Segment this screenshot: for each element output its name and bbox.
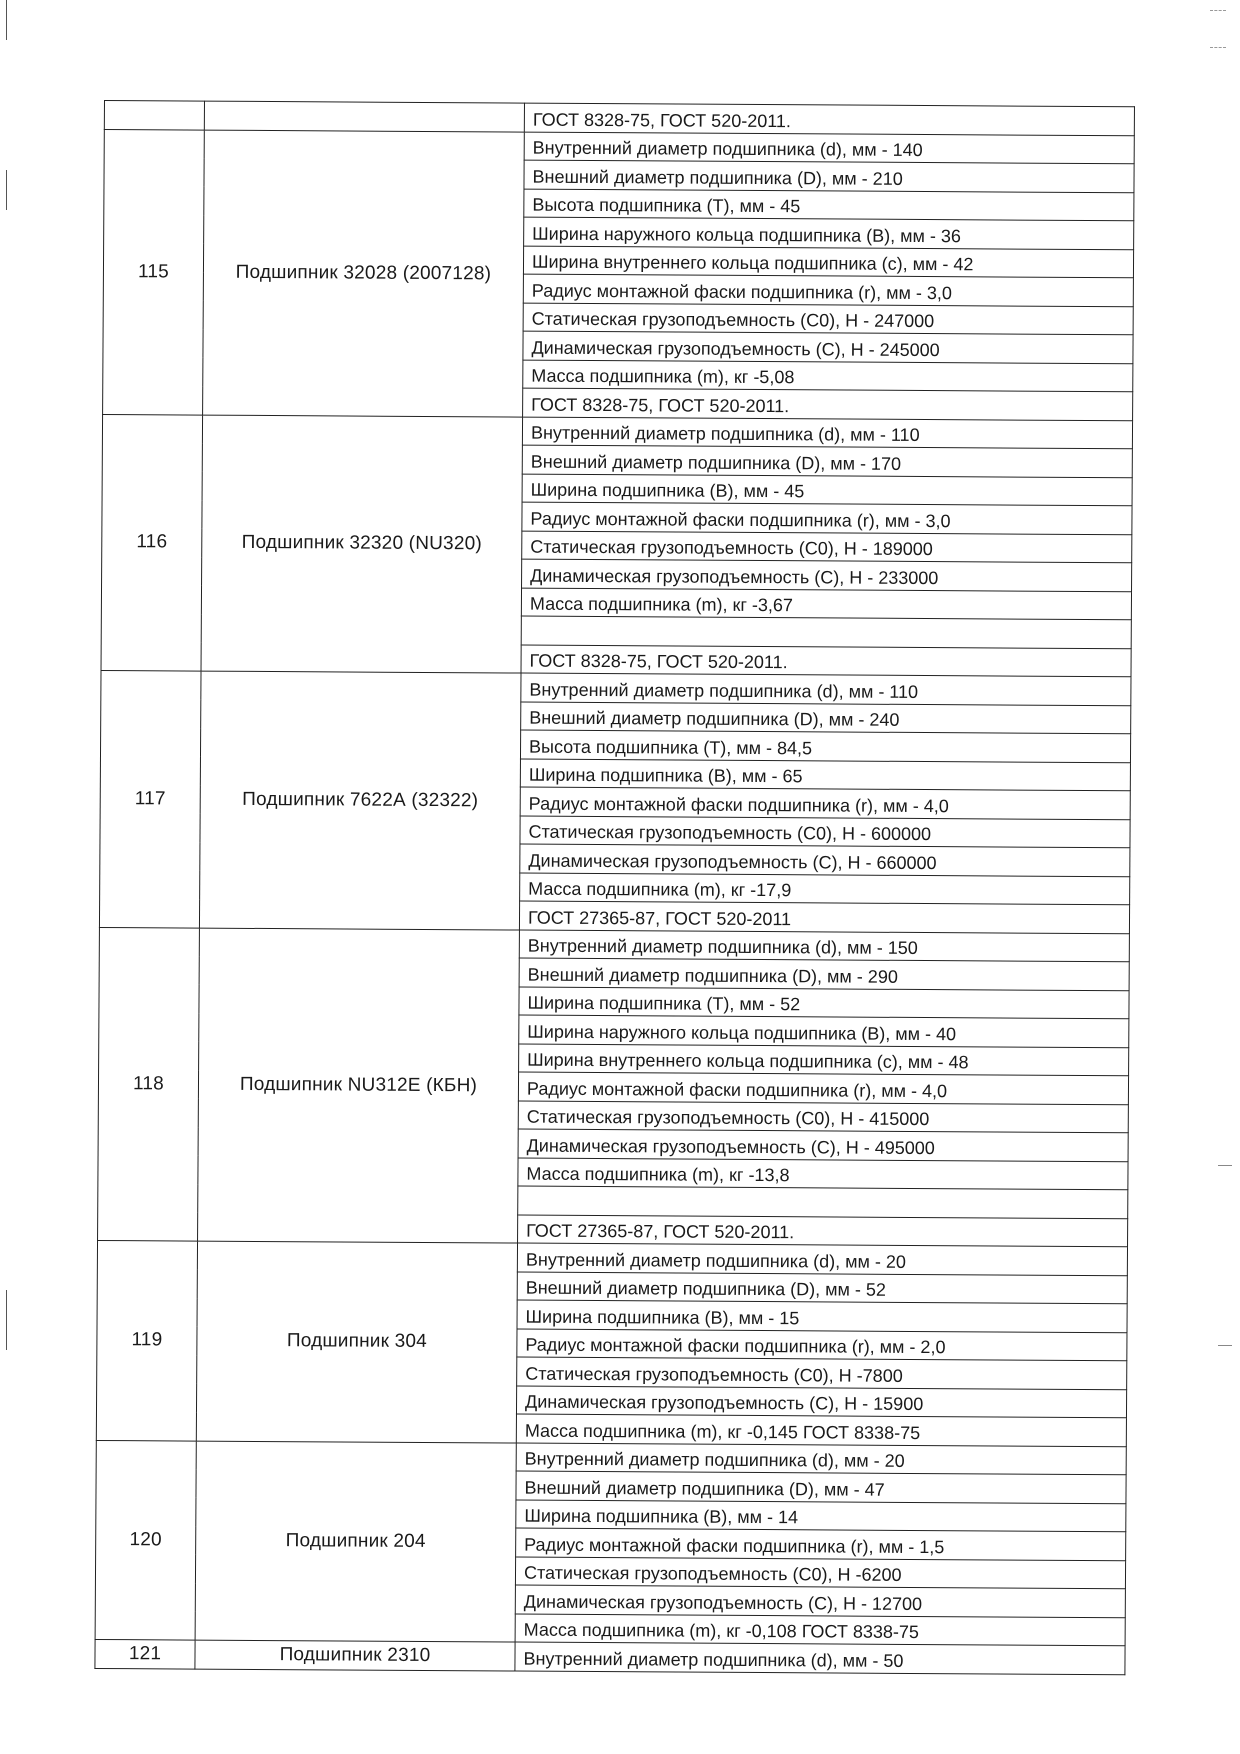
table-row (99, 927, 1129, 962)
spec-cell: Высота подшипника (Т), мм - 84,5 (520, 730, 1130, 762)
spec-cell: Внутренний диаметр подшипника (d), мм - 150 (519, 930, 1129, 962)
spec-cell: Внутренний диаметр подшипника (d), мм - 20 (517, 1243, 1127, 1275)
item-number: 117 (99, 670, 201, 927)
spec-cell: Динамическая грузоподъемность (С), Н - 233000 (522, 559, 1132, 591)
spec-cell: Масса подшипника (m), кг -0,108 ГОСТ 8338-75 (515, 1614, 1125, 1646)
spec-cell: Внутренний диаметр подшипника (d), мм - 20 (516, 1443, 1126, 1475)
spec-cell: Статическая грузоподъемность (С0), Н -6200 (515, 1557, 1125, 1589)
spec-cell (521, 616, 1131, 648)
spec-cell: Внешний диаметр подшипника (D), мм - 52 (517, 1272, 1127, 1304)
spec-cell: Ширина подшипника (В), мм - 14 (516, 1500, 1126, 1532)
spec-cell: Внешний диаметр подшипника (D), мм - 210 (524, 160, 1134, 192)
num-cell (104, 101, 204, 130)
spec-cell: Ширина подшипника (Т), мм - 52 (519, 987, 1129, 1019)
item-number: 119 (96, 1240, 197, 1440)
scan-corner-mark (1210, 10, 1226, 48)
spec-cell: ГОСТ 27365-87, ГОСТ 520-2011. (518, 1215, 1128, 1247)
scan-edge-mark (1218, 1345, 1232, 1346)
spec-cell: Статическая грузоподъемность (С0), Н - 415000 (518, 1101, 1128, 1133)
spec-cell: Ширина подшипника (В), мм - 45 (522, 474, 1132, 506)
item-name: Подшипник 32320 (NU320) (201, 415, 523, 673)
spec-cell: Внутренний диаметр подшипника (d), мм - 110 (522, 417, 1132, 449)
scan-margin-line (6, 1290, 7, 1350)
spec-cell: Ширина подшипника (В), мм - 65 (520, 759, 1130, 791)
item-name: Подшипник 204 (195, 1441, 516, 1642)
spec-cell: Ширина внутреннего кольца подшипника (с), мм - 42 (523, 246, 1133, 278)
spec-cell: Ширина подшипника (В), мм - 15 (517, 1300, 1127, 1332)
spec-cell: Высота подшипника (Т), мм - 45 (524, 189, 1134, 221)
item-number: 115 (103, 129, 205, 415)
spec-cell: Динамическая грузоподъемность (С), Н - 15900 (516, 1386, 1126, 1418)
item-number: 121 (95, 1639, 195, 1668)
item-name: Подшипник NU312E (КБН) (198, 928, 520, 1243)
spec-cell: Масса подшипника (m), кг -13,8 (518, 1158, 1128, 1190)
spec-cell: Ширина наружного кольца подшипника (В), мм - 36 (524, 217, 1134, 249)
spec-cell: Внешний диаметр подшипника (D), мм - 290 (519, 958, 1129, 990)
spec-cell: Радиус монтажной фаски подшипника (r), мм - 4,0 (520, 787, 1130, 819)
item-name: Подшипник 32028 (2007128) (203, 130, 525, 417)
spec-cell: Внутренний диаметр подшипника (d), мм - 50 (515, 1642, 1125, 1674)
scan-edge-mark (1218, 1165, 1232, 1166)
scan-margin-line (6, 170, 7, 210)
bearings-spec-table (94, 100, 1135, 1675)
spec-cell: Масса подшипника (m), кг -17,9 (520, 873, 1130, 905)
spec-cell: Ширина внутреннего кольца подшипника (с), мм - 48 (519, 1044, 1129, 1076)
spec-cell: Внешний диаметр подшипника (D), мм - 170 (522, 445, 1132, 477)
spec-cell: Статическая грузоподъемность (С0), Н - 600000 (520, 816, 1130, 848)
spec-cell: Масса подшипника (m), кг -5,08 (523, 360, 1133, 392)
table-row (95, 1639, 1125, 1674)
spec-cell: Внутренний диаметр подшипника (d), мм - 110 (521, 673, 1131, 705)
spec-cell: Внутренний диаметр подшипника (d), мм - 140 (524, 132, 1134, 164)
spec-cell: Радиус монтажной фаски подшипника (r), мм - 3,0 (523, 274, 1133, 306)
spec-cell: Масса подшипника (m), кг -0,145 ГОСТ 8338-75 (516, 1414, 1126, 1446)
item-name: Подшипник 2310 (195, 1640, 515, 1670)
spec-cell: Масса подшипника (m), кг -3,67 (521, 588, 1131, 620)
table-row (102, 414, 1132, 449)
item-name: Подшипник 7622А (32322) (199, 671, 521, 929)
item-name: Подшипник 304 (196, 1241, 517, 1442)
name-cell (204, 101, 524, 131)
item-number: 116 (101, 414, 203, 671)
table-row (97, 1240, 1127, 1275)
spec-cell: Радиус монтажной фаски подшипника (r), мм - 1,5 (516, 1528, 1126, 1560)
item-number: 120 (95, 1440, 196, 1640)
table-row (96, 1440, 1126, 1475)
item-number: 118 (98, 927, 200, 1241)
spec-cell: Статическая грузоподъемность (С0), Н - 189000 (522, 531, 1132, 563)
table-row (104, 129, 1134, 164)
spec-cell: Динамическая грузоподъемность (С), Н - 245000 (523, 331, 1133, 363)
spec-cell: Внешний диаметр подшипника (D), мм - 47 (516, 1471, 1126, 1503)
spec-cell: Статическая грузоподъемность (С0), Н - 247000 (523, 303, 1133, 335)
spec-cell: ГОСТ 8328-75, ГОСТ 520-2011. (524, 103, 1134, 135)
spec-table-body (95, 101, 1135, 1675)
spec-cell: ГОСТ 27365-87, ГОСТ 520-2011 (519, 901, 1129, 933)
spec-cell: Радиус монтажной фаски подшипника (r), мм - 3,0 (522, 502, 1132, 534)
spec-cell: Внешний диаметр подшипника (D), мм - 240 (521, 702, 1131, 734)
spec-cell: Ширина наружного кольца подшипника (В), мм - 40 (519, 1015, 1129, 1047)
spec-cell: ГОСТ 8328-75, ГОСТ 520-2011. (521, 645, 1131, 677)
spec-cell: Радиус монтажной фаски подшипника (r), мм - 4,0 (518, 1072, 1128, 1104)
spec-cell: ГОСТ 8328-75, ГОСТ 520-2011. (523, 388, 1133, 420)
spec-cell: Динамическая грузоподъемность (С), Н - 12700 (515, 1585, 1125, 1617)
spec-cell: Динамическая грузоподъемность (С), Н - 660000 (520, 844, 1130, 876)
spec-cell (518, 1186, 1128, 1218)
spec-cell: Динамическая грузоподъемность (С), Н - 495000 (518, 1129, 1128, 1161)
table-row (101, 670, 1131, 705)
spec-cell: Радиус монтажной фаски подшипника (r), мм - 2,0 (517, 1329, 1127, 1361)
spec-cell: Статическая грузоподъемность (С0), Н -7800 (517, 1357, 1127, 1389)
scan-margin-line (6, 0, 7, 40)
